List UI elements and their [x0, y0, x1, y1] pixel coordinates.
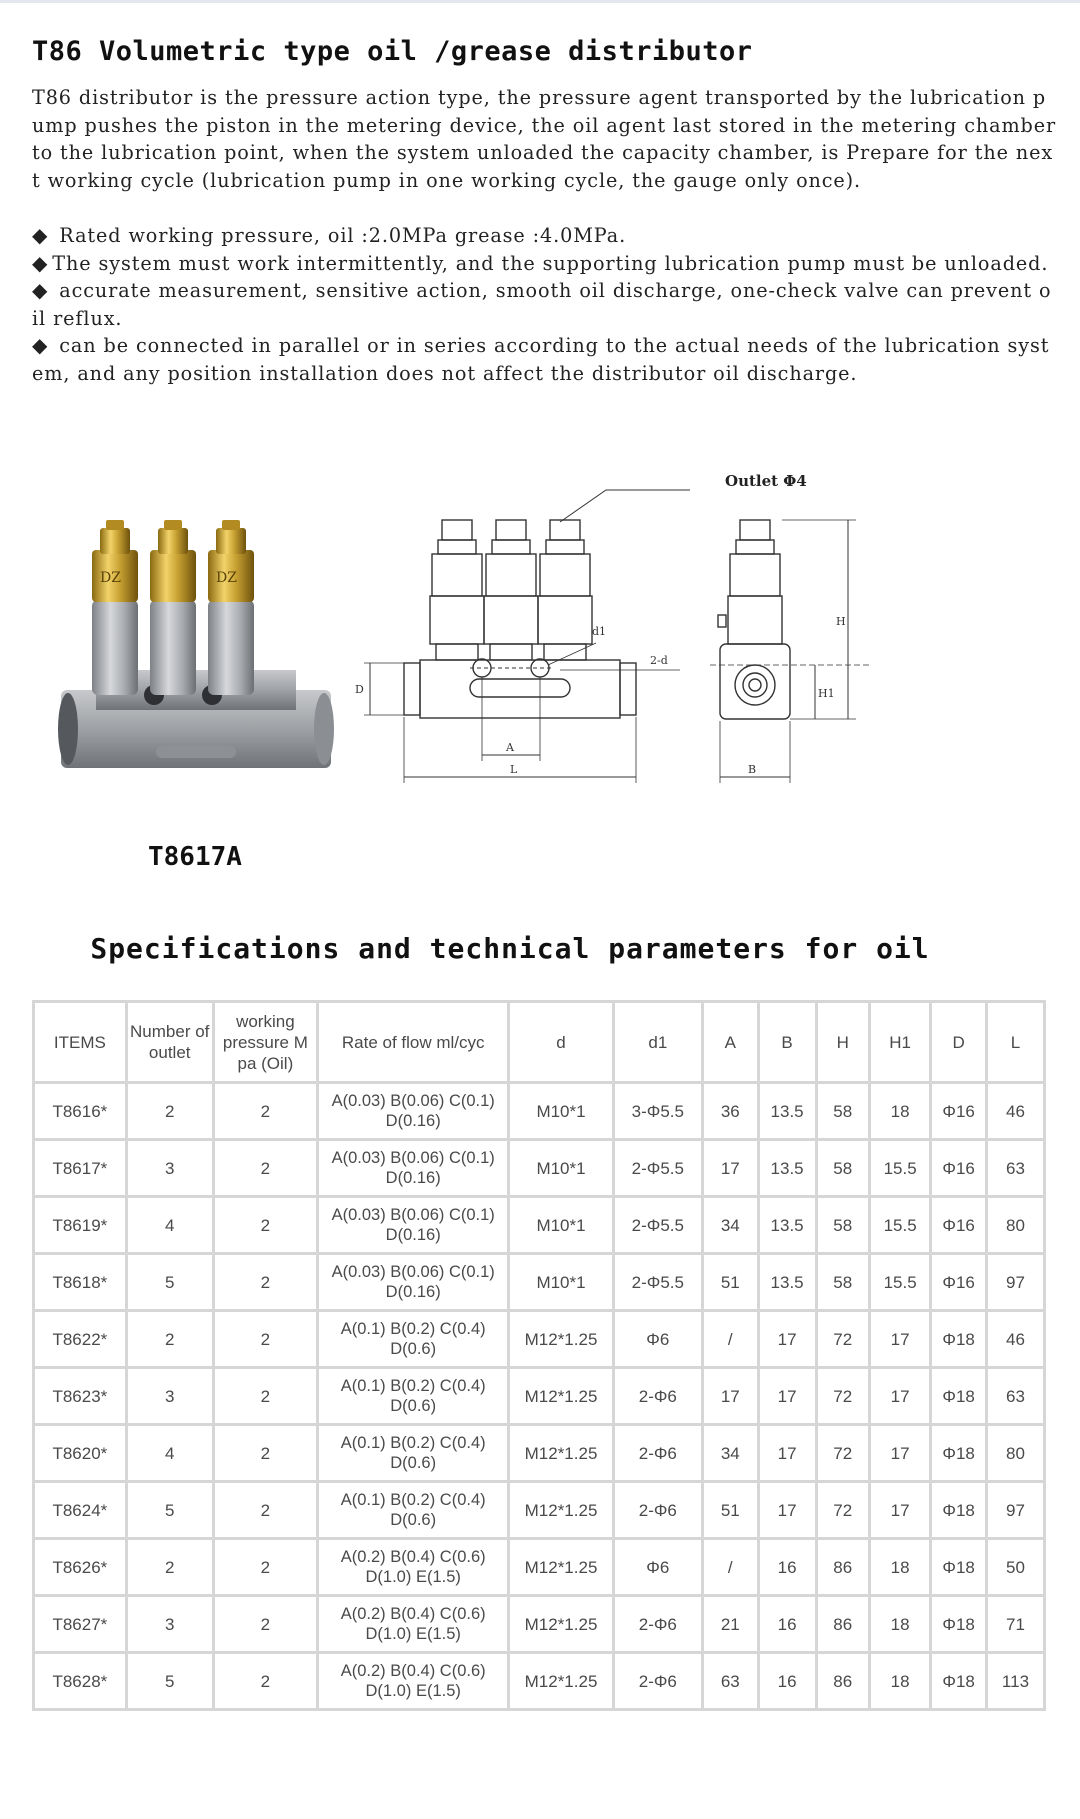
column-header: A [702, 1002, 758, 1083]
table-cell: A(0.03) B(0.06) C(0.1) D(0.16) [318, 1254, 509, 1311]
table-cell: 46 [986, 1083, 1044, 1140]
table-cell: A(0.2) B(0.4) C(0.6) D(1.0) E(1.5) [318, 1653, 509, 1710]
table-cell: M12*1.25 [509, 1368, 613, 1425]
table-row [34, 1425, 1045, 1482]
spec-table [32, 1000, 1046, 1711]
label-D: D [355, 683, 364, 696]
intro-paragraph: T86 distributor is the pressure action type, the pressure agent transported by the lubrication pump pushes the piston in the metering device, the oil agent last stored in the metering chamber to the lubrication point, when the system unloaded the capacity chamber, is Prepare for the next working cycle (lubrication pump in one working cycle, the gauge only once). [32, 86, 1057, 192]
table-cell: Φ16 [931, 1197, 987, 1254]
diamond-bullet-icon: ◆ [32, 333, 49, 357]
table-cell: 58 [816, 1140, 869, 1197]
table-cell: 17 [758, 1425, 816, 1482]
table-cell: T8627* [34, 1596, 127, 1653]
column-header: Rate of flow ml/cyc [318, 1002, 509, 1083]
table-cell: T8618* [34, 1254, 127, 1311]
table-cell: 17 [869, 1311, 930, 1368]
table-row [34, 1596, 1045, 1653]
table-cell: 36 [702, 1083, 758, 1140]
photo-caption: T8617A [148, 842, 242, 872]
table-cell: 2 [213, 1083, 317, 1140]
label-B: B [748, 763, 757, 776]
table-cell: Φ6 [613, 1311, 702, 1368]
diamond-bullet-icon: ◆ [32, 278, 49, 302]
table-cell: 16 [758, 1596, 816, 1653]
table-cell: T8617* [34, 1140, 127, 1197]
table-cell: 17 [702, 1140, 758, 1197]
table-cell: 2 [213, 1254, 317, 1311]
table-cell: 5 [126, 1254, 213, 1311]
table-cell: M12*1.25 [509, 1653, 613, 1710]
table-row [34, 1197, 1045, 1254]
table-cell: 2 [213, 1311, 317, 1368]
table-cell: 2-Φ6 [613, 1425, 702, 1482]
table-header-row [34, 1002, 1045, 1083]
column-header: L [986, 1002, 1044, 1083]
table-cell: 4 [126, 1425, 213, 1482]
table-cell: 17 [758, 1482, 816, 1539]
table-cell: 2-Φ6 [613, 1368, 702, 1425]
label-A: A [506, 741, 514, 754]
table-cell: 72 [816, 1311, 869, 1368]
column-header: Number of outlet [126, 1002, 213, 1083]
table-cell: 16 [758, 1539, 816, 1596]
label-H: H [836, 615, 846, 628]
table-cell: 2 [213, 1653, 317, 1710]
technical-drawing [355, 465, 1010, 835]
spec-title: Specifications and technical parameters for oil [90, 932, 930, 965]
table-cell: Φ6 [613, 1539, 702, 1596]
table-cell: 34 [702, 1197, 758, 1254]
table-cell: 86 [816, 1653, 869, 1710]
table-row [34, 1368, 1045, 1425]
table-cell: 72 [816, 1368, 869, 1425]
table-cell: 2 [213, 1368, 317, 1425]
table-cell: 63 [702, 1653, 758, 1710]
table-cell: M12*1.25 [509, 1596, 613, 1653]
table-cell: 15.5 [869, 1140, 930, 1197]
table-cell: 13.5 [758, 1254, 816, 1311]
table-cell: A(0.1) B(0.2) C(0.4) D(0.6) [318, 1368, 509, 1425]
table-cell: 2 [126, 1083, 213, 1140]
table-cell: 51 [702, 1482, 758, 1539]
feature-item: ◆ Rated working pressure, oil :2.0MPa grease :4.0MPa. [32, 223, 627, 247]
table-cell: 18 [869, 1539, 930, 1596]
table-cell: 71 [986, 1596, 1044, 1653]
table-cell: 3 [126, 1368, 213, 1425]
table-cell: 80 [986, 1197, 1044, 1254]
table-cell: 2 [213, 1140, 317, 1197]
table-cell: M12*1.25 [509, 1425, 613, 1482]
feature-list [32, 222, 1058, 387]
table-cell: 17 [758, 1368, 816, 1425]
table-cell: T8626* [34, 1539, 127, 1596]
table-cell: 2 [213, 1197, 317, 1254]
label-H1: H1 [818, 687, 835, 700]
table-cell: T8623* [34, 1368, 127, 1425]
table-cell: 97 [986, 1254, 1044, 1311]
table-cell: 51 [702, 1254, 758, 1311]
table-cell: Φ18 [931, 1653, 987, 1710]
table-cell: 2 [126, 1539, 213, 1596]
table-cell: T8616* [34, 1083, 127, 1140]
table-cell: / [702, 1311, 758, 1368]
table-cell: 17 [702, 1368, 758, 1425]
table-cell: 21 [702, 1596, 758, 1653]
table-cell: 13.5 [758, 1083, 816, 1140]
table-cell: 80 [986, 1425, 1044, 1482]
table-cell: Φ18 [931, 1482, 987, 1539]
table-cell: 34 [702, 1425, 758, 1482]
table-cell: / [702, 1539, 758, 1596]
column-header: d [509, 1002, 613, 1083]
table-cell: 97 [986, 1482, 1044, 1539]
table-cell: A(0.03) B(0.06) C(0.1) D(0.16) [318, 1140, 509, 1197]
top-divider [0, 0, 1080, 3]
table-cell: M12*1.25 [509, 1482, 613, 1539]
table-cell: A(0.1) B(0.2) C(0.4) D(0.6) [318, 1482, 509, 1539]
table-cell: 72 [816, 1425, 869, 1482]
table-cell: 3 [126, 1596, 213, 1653]
table-cell: T8628* [34, 1653, 127, 1710]
table-cell: 17 [869, 1368, 930, 1425]
table-cell: 18 [869, 1653, 930, 1710]
table-cell: Φ18 [931, 1539, 987, 1596]
table-cell: 2-Φ6 [613, 1596, 702, 1653]
table-cell: 16 [758, 1653, 816, 1710]
table-cell: T8624* [34, 1482, 127, 1539]
table-cell: 2-Φ5.5 [613, 1254, 702, 1311]
table-row [34, 1140, 1045, 1197]
table-cell: 5 [126, 1482, 213, 1539]
table-cell: M10*1 [509, 1254, 613, 1311]
diamond-bullet-icon: ◆ [32, 250, 49, 275]
table-cell: 17 [758, 1311, 816, 1368]
table-cell: Φ16 [931, 1083, 987, 1140]
table-cell: 58 [816, 1254, 869, 1311]
table-cell: 3-Φ5.5 [613, 1083, 702, 1140]
table-cell: A(0.2) B(0.4) C(0.6) D(1.0) E(1.5) [318, 1539, 509, 1596]
table-cell: 58 [816, 1083, 869, 1140]
column-header: d1 [613, 1002, 702, 1083]
brand-mark: DZ [100, 570, 121, 586]
table-cell: 18 [869, 1083, 930, 1140]
table-cell: 17 [869, 1425, 930, 1482]
column-header: B [758, 1002, 816, 1083]
table-cell: 2-Φ6 [613, 1482, 702, 1539]
feature-item: ◆ The system must work intermittently, and the supporting lubrication pump must be unloaded. [32, 250, 1049, 275]
table-row [34, 1083, 1045, 1140]
table-cell: 58 [816, 1197, 869, 1254]
table-cell: Φ18 [931, 1425, 987, 1482]
table-cell: 2 [213, 1482, 317, 1539]
table-cell: 15.5 [869, 1197, 930, 1254]
table-cell: M10*1 [509, 1083, 613, 1140]
table-cell: 2-Φ5.5 [613, 1197, 702, 1254]
table-cell: 113 [986, 1653, 1044, 1710]
table-cell: 63 [986, 1140, 1044, 1197]
table-cell: Φ18 [931, 1311, 987, 1368]
table-cell: 13.5 [758, 1140, 816, 1197]
table-cell: T8619* [34, 1197, 127, 1254]
table-cell: 50 [986, 1539, 1044, 1596]
table-cell: 18 [869, 1596, 930, 1653]
table-cell: A(0.2) B(0.4) C(0.6) D(1.0) E(1.5) [318, 1596, 509, 1653]
brand-mark: DZ [216, 570, 237, 586]
column-header: ITEMS [34, 1002, 127, 1083]
table-cell: 13.5 [758, 1197, 816, 1254]
table-cell: A(0.1) B(0.2) C(0.4) D(0.6) [318, 1425, 509, 1482]
table-cell: A(0.03) B(0.06) C(0.1) D(0.16) [318, 1083, 509, 1140]
table-cell: 2 [213, 1596, 317, 1653]
table-cell: 2 [126, 1311, 213, 1368]
label-2-d: 2-d [650, 654, 668, 667]
column-header: H [816, 1002, 869, 1083]
table-cell: 3 [126, 1140, 213, 1197]
table-cell: 17 [869, 1482, 930, 1539]
label-d1: d1 [592, 625, 607, 638]
table-row [34, 1653, 1045, 1710]
column-header: working pressure M pa (Oil) [213, 1002, 317, 1083]
table-cell: 86 [816, 1539, 869, 1596]
table-cell: M12*1.25 [509, 1539, 613, 1596]
label-L: L [510, 763, 518, 776]
table-cell: Φ18 [931, 1368, 987, 1425]
table-cell: 4 [126, 1197, 213, 1254]
table-cell: 2-Φ6 [613, 1653, 702, 1710]
table-cell: Φ18 [931, 1596, 987, 1653]
table-cell: 72 [816, 1482, 869, 1539]
table-cell: Φ16 [931, 1254, 987, 1311]
table-cell: 86 [816, 1596, 869, 1653]
table-cell: M12*1.25 [509, 1311, 613, 1368]
table-cell: 5 [126, 1653, 213, 1710]
table-cell: M10*1 [509, 1140, 613, 1197]
outlet-label: Outlet Φ4 [725, 472, 807, 490]
table-cell: M10*1 [509, 1197, 613, 1254]
table-row [34, 1539, 1045, 1596]
table-cell: Φ16 [931, 1140, 987, 1197]
table-cell: 46 [986, 1311, 1044, 1368]
table-cell: T8620* [34, 1425, 127, 1482]
table-cell: 2 [213, 1539, 317, 1596]
table-row [34, 1254, 1045, 1311]
table-cell: A(0.1) B(0.2) C(0.4) D(0.6) [318, 1311, 509, 1368]
feature-item: ◆ accurate measurement, sensitive action, smooth oil discharge, one-check valve can prevent oil reflux. [32, 278, 1052, 330]
column-header: D [931, 1002, 987, 1083]
feature-item: ◆ can be connected in parallel or in series according to the actual needs of the lubrication system, and any position installation does not affect the distributor oil discharge. [32, 333, 1050, 385]
table-cell: 15.5 [869, 1254, 930, 1311]
table-cell: T8622* [34, 1311, 127, 1368]
table-row [34, 1482, 1045, 1539]
table-row [34, 1311, 1045, 1368]
product-photo [56, 520, 336, 780]
page-title: T86 Volumetric type oil /grease distributor [32, 36, 753, 67]
column-header: H1 [869, 1002, 930, 1083]
table-cell: 63 [986, 1368, 1044, 1425]
table-cell: A(0.03) B(0.06) C(0.1) D(0.16) [318, 1197, 509, 1254]
diamond-bullet-icon: ◆ [32, 223, 49, 247]
table-cell: 2 [213, 1425, 317, 1482]
table-cell: 2-Φ5.5 [613, 1140, 702, 1197]
